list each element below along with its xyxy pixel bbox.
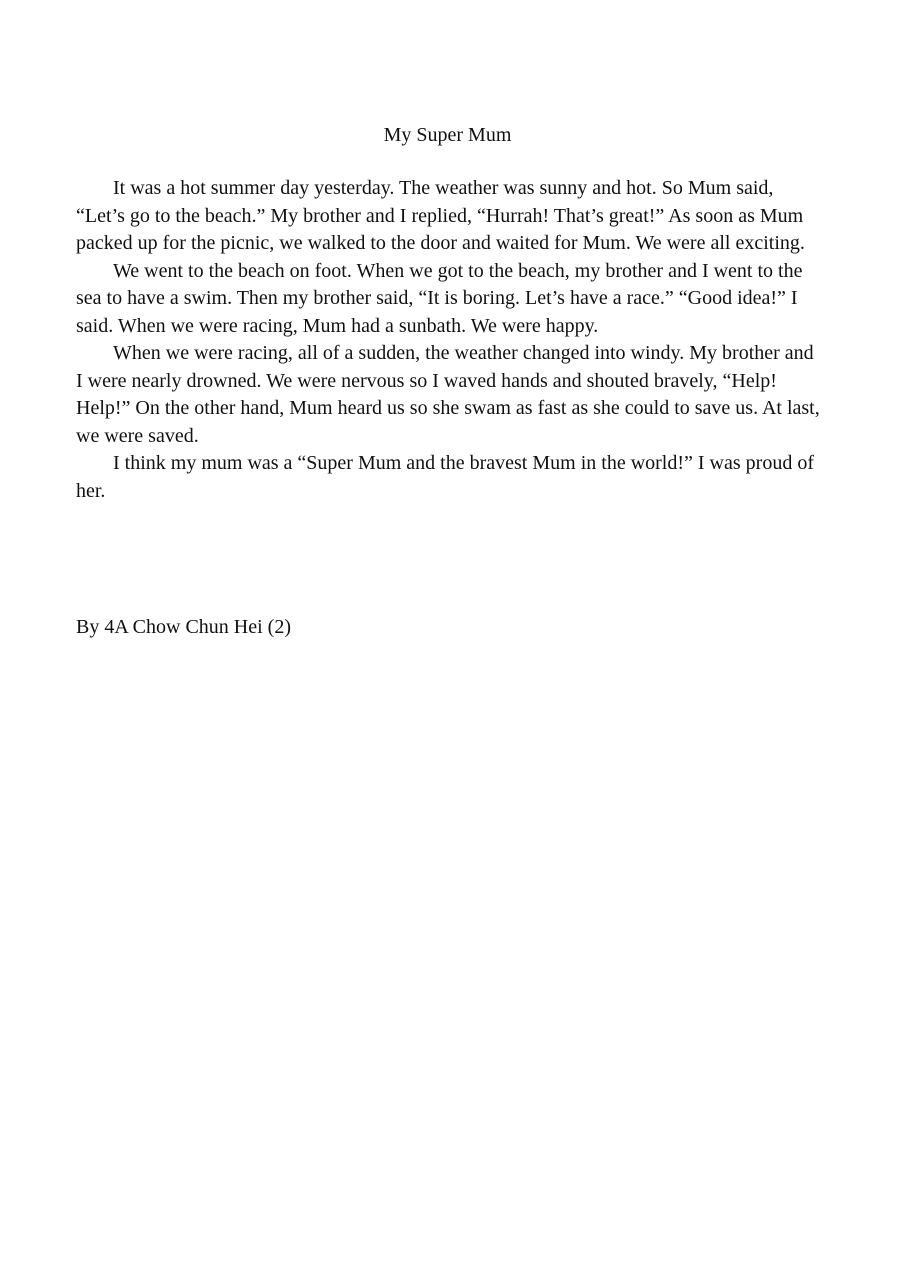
document-title: My Super Mum (383, 124, 512, 146)
author-byline: By 4A Chow Chun Hei (2) (76, 616, 291, 638)
paragraph-1: It was a hot summer day yesterday. The weather was sunny and hot. So Mum said, “Let’s go to the beach.” My brother and I replied, “Hurrah! That’s great!” As soon as Mum packed up for the picnic, we walked to the door and waited for Mum. We were all exciting. (76, 177, 805, 254)
essay-body (76, 175, 821, 505)
paragraph-4: I think my mum was a “Super Mum and the bravest Mum in the world!” I was proud of her. (76, 452, 814, 502)
paragraph-3: When we were racing, all of a sudden, the weather changed into windy. My brother and I were nearly drowned. We were nervous so I waved hands and shouted bravely, “Help! Help!” On the other hand, Mum heard us so she swam as fast as she could to save us. At last, we were saved. (76, 342, 820, 447)
paragraph-2: We went to the beach on foot. When we got to the beach, my brother and I went to the sea to have a swim. Then my brother said, “It is boring. Let’s have a race.” “Good idea!” I said. When we were racing, Mum had a sunbath. We were happy. (76, 259, 803, 337)
